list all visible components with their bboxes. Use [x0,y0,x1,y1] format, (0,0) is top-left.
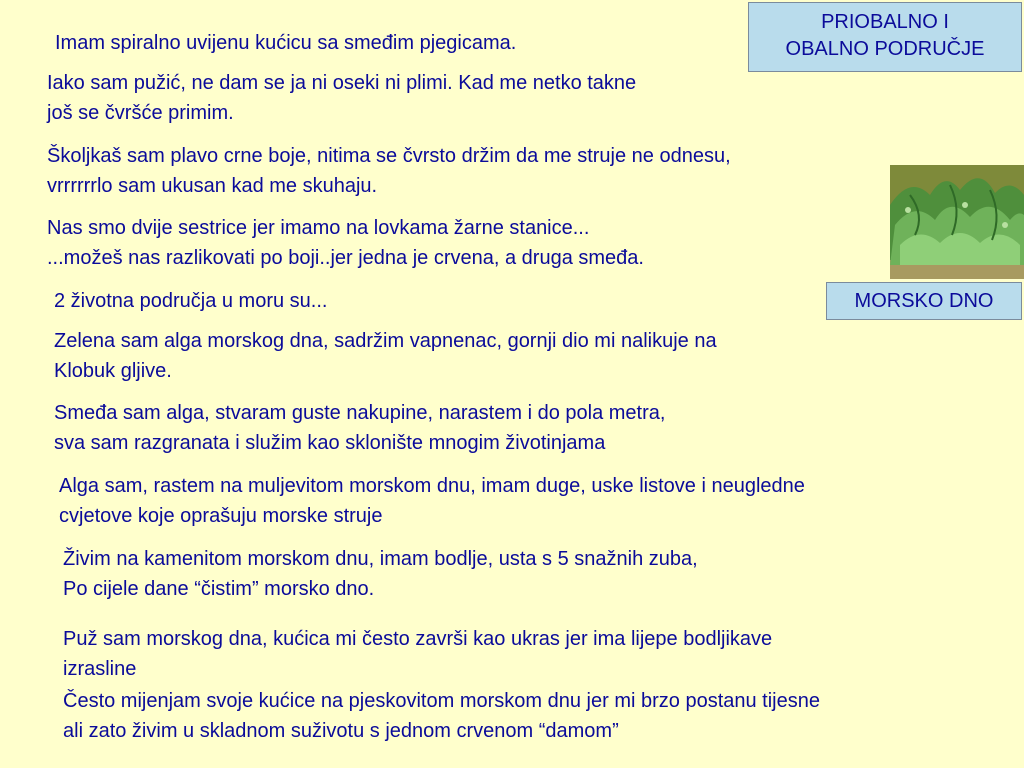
text-zivotna-podrucja: 2 životna područja u moru su... [54,290,328,312]
text-skoljkas[interactable]: Školjkaš sam plavo crne boje, nitima se čvrsto držim da me struje ne odnesu, vrrrrrrlo sam ukusan kad me skuhaju. [47,145,731,197]
text-kamenito-dno[interactable]: Živim na kamenitom morskom dnu, imam bodlje, usta s 5 snažnih zuba, Po cijele dane “čistim” morsko dno. [63,548,698,600]
text-zelena-alga[interactable]: Zelena sam alga morskog dna, sadržim vapnenac, gornji dio mi nalikuje na Klobuk gljive. [54,330,717,382]
text-puz-morskog-dna[interactable]: Puž sam morskog dna, kućica mi često završi kao ukras jer ima lijepe bodljikave izrasline [63,628,773,680]
label-priobalno-obalno[interactable]: PRIOBALNO I OBALNO PODRUČJE [748,2,1022,72]
seaweed-photo-icon [890,165,1024,279]
text-sestrice[interactable]: Nas smo dvije sestrice jer imamo na lovkama žarne stanice... ...možeš nas razlikovati po boji..jer jedna je crvena, a druga smeđa. [47,217,644,269]
text-smeda-alga[interactable]: Smeđa sam alga, stvaram guste nakupine, narastem i do pola metra, sva sam razgranata i služim kao sklonište mnogim životinjama [54,402,666,454]
text-alga-muljevito[interactable]: Alga sam, rastem na muljevitom morskom dnu, imam duge, uske listove i neugledne cvjetove koje oprašuju morske struje [59,475,805,527]
label-morsko-dno[interactable]: MORSKO DNO [826,282,1022,320]
text-kucice[interactable]: Često mijenjam svoje kućice na pjeskovitom morskom dnu jer mi brzo postanu tijesne ali zato živim u skladnom suživotu s jednom crvenom “damom” [63,690,820,742]
text-spiral-shell[interactable]: Imam spiralno uvijenu kućicu sa smeđim pjegicama. [55,32,517,54]
text-puzic[interactable]: Iako sam pužić, ne dam se ja ni oseki ni plimi. Kad me netko takne još se čvršće primim. [47,72,637,124]
